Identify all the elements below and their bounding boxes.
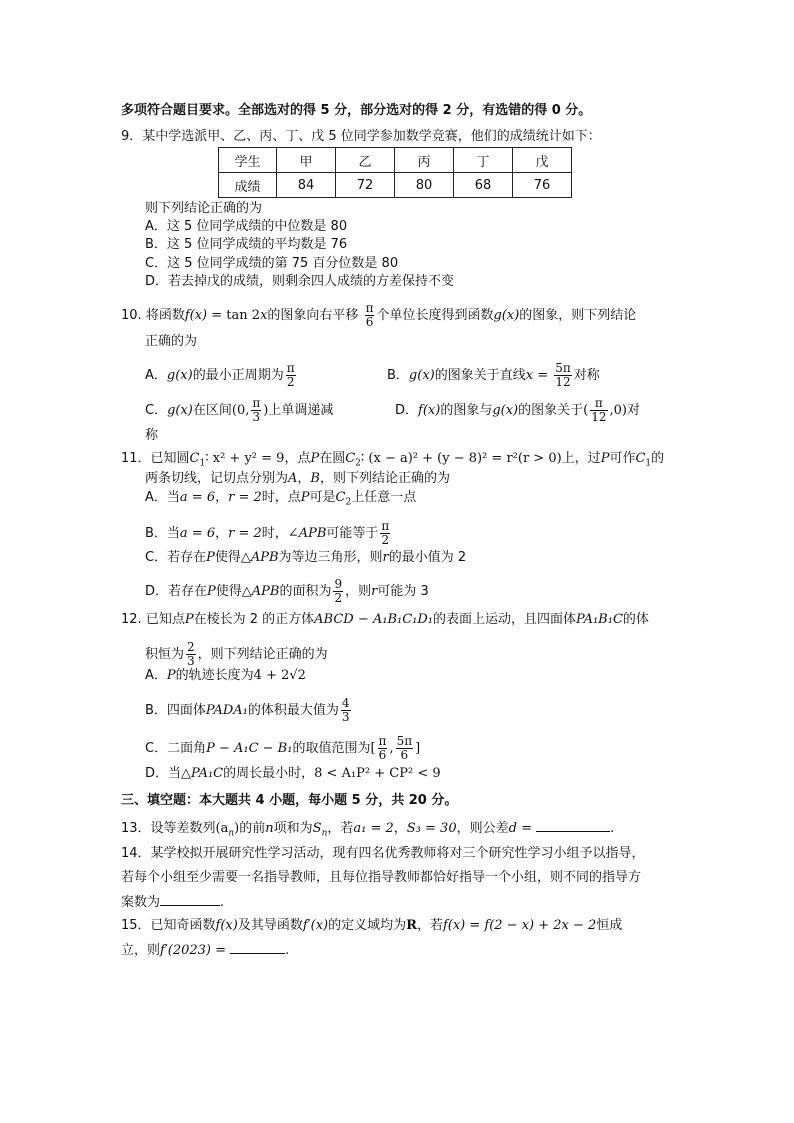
fraction-pi-over-2: $\frac{\pi}{2}$ — [286, 361, 295, 389]
score-table — [218, 147, 572, 198]
table-cell: 80 — [395, 173, 454, 198]
table-header-cell: 丁 — [454, 148, 513, 173]
q10-option-a: A．g(x)的最小正周期为 $\frac{\pi}{2}$ — [145, 361, 295, 389]
fraction-4-over-3: $\frac{4}{3}$ — [341, 696, 350, 724]
q9-stem: 9．某中学选派甲、乙、丙、丁、戊 5 位同学参加数学竞赛，他们的成绩统计如下： — [121, 129, 601, 144]
table-cell: 68 — [454, 173, 513, 198]
q12-option-b: B．四面体PADA₁的体积最大值为 $\frac{4}{3}$ — [145, 696, 350, 724]
q10-option-c: C．g(x)在区间(0, $\frac{\pi}{3}$ )上单调递减 — [145, 396, 334, 424]
q12-option-d: D．当△PA₁C的周长最小时，8 < A₁P² + CP² < 9 — [145, 766, 441, 781]
q11-stem: 11．已知圆$C_1∶$ x² + y² = 9，点P在圆$C_2∶$ (x − a)² + (y − 8)² = r²(r > 0)上，过P可作$C_1$的 — [121, 451, 665, 469]
q11-option-c: C．若存在P使得△APB为等边三角形，则r的最小值为 2 — [145, 550, 467, 565]
fraction-pi-over-2: $\frac{\pi}{2}$ — [381, 519, 390, 547]
q12-stem-cont: 积恒为 $\frac{2}{3}$ ，则下列结论正确的为 — [145, 640, 328, 668]
table-row — [219, 173, 572, 198]
q9-option-a: A．这 5 位同学成绩的中位数是 80 — [145, 219, 348, 234]
q12-stem: 12. 已知点P在棱长为 2 的正方体ABCD − A₁B₁C₁D₁的表面上运动，且四面体PA₁B₁C的体 — [121, 612, 649, 627]
section-intro: 多项符合题目要求。全部选对的得 5 分，部分选对的得 2 分，有选错的得 0 分。 — [121, 103, 592, 118]
q9-option-d: D．若去掉戊的成绩，则剩余四人成绩的方差保持不变 — [145, 274, 455, 289]
answer-blank[interactable] — [230, 941, 285, 954]
math-x: x — [260, 308, 268, 323]
q15-line-2: 立，则f′(2023) = . — [121, 943, 290, 958]
fraction-pi-over-6: $\frac{\pi}{6}$ — [378, 734, 387, 762]
section-3-heading: 三、填空题：本大题共 4 小题，每小题 5 分，共 20 分。 — [121, 793, 458, 808]
q15-line-1: 15．已知奇函数f(x)及其导函数f′(x)的定义域均为R，若f(x) = f(2 − x) + 2x − 2恒成 — [121, 918, 623, 933]
math-eq: = tan 2 — [207, 308, 261, 323]
q9-option-c: C．这 5 位同学成绩的第 75 百分位数是 80 — [145, 256, 399, 271]
answer-blank[interactable] — [536, 819, 610, 832]
q14-line-3: 案数为 . — [121, 895, 225, 910]
stem-text: 将函数 — [145, 308, 185, 323]
q12-option-c: C．二面角P − A₁C − B₁的取值范围为[ $\frac{\pi}{6}$ , $\frac{5\pi}{6}$ ] — [145, 734, 421, 762]
q9-ask: 则下列结论正确的为 — [145, 201, 263, 216]
table-header-cell: 戊 — [513, 148, 572, 173]
q10-stem — [121, 302, 636, 329]
q10-option-d-cont: 称 — [145, 428, 159, 443]
fraction-5pi-over-6: $\frac{5\pi}{6}$ — [396, 734, 413, 762]
table-row-label: 成绩 — [219, 173, 277, 198]
math-gx: g(x) — [493, 308, 520, 323]
stem-text: 的图象，则下列结论 — [519, 308, 637, 323]
fraction-pi-over-12: $\frac{\pi}{12}$ — [591, 396, 607, 424]
q10-stem-cont: 正确的为 — [145, 334, 198, 349]
q11-option-a: A．当a = 6，r = 2时，点P可是$C_2$上任意一点 — [145, 490, 417, 508]
q10-option-d: D．f(x)的图象与g(x)的图象关于( $\frac{\pi}{12}$ ,0)对 — [395, 396, 640, 424]
fraction-9-over-2: $\frac{9}{2}$ — [334, 577, 343, 605]
q9-option-b: B．这 5 位同学成绩的平均数是 76 — [145, 237, 348, 252]
q14-line-1: 14．某学校拟开展研究性学习活动，现有四名优秀教师将对三个研究性学习小组予以指导， — [121, 846, 645, 861]
stem-text: 个单位长度得到函数 — [376, 308, 494, 323]
table-cell: 76 — [513, 173, 572, 198]
answer-blank[interactable] — [160, 893, 220, 906]
table-header-cell: 乙 — [336, 148, 395, 173]
question-number: 10. — [121, 308, 142, 323]
math-fx: f(x) — [184, 308, 208, 323]
q14-line-2: 若每个小组至少需要一名指导教师，且每位指导教师都恰好指导一个小组，则不同的指导方 — [121, 870, 642, 885]
fraction-2-over-3: $\frac{2}{3}$ — [187, 640, 195, 668]
fraction-pi-over-3: $\frac{\pi}{3}$ — [252, 396, 261, 424]
table-header-cell: 甲 — [277, 148, 336, 173]
q11-stem-cont: 两条切线，记切点分别为A，B，则下列结论正确的为 — [145, 471, 450, 486]
table-header-row — [219, 148, 572, 173]
fraction-5pi-over-12: $\frac{5\pi}{12}$ — [555, 361, 571, 389]
q13-stem: 13．设等差数列$(a_n)$的前n项和为$S_n$，若a₁ = 2，S₃ = 30，则公差d = . — [121, 821, 615, 839]
table-cell: 72 — [336, 173, 395, 198]
stem-text: 的图象向右平移 — [267, 308, 359, 323]
q12-option-a: A．P的轨迹长度为4 + 2√2 — [145, 668, 306, 683]
q11-option-d: D．若存在P使得△APB的面积为 $\frac{9}{2}$ ，则r可能为 3 — [145, 577, 429, 605]
fraction-pi-over-6: $\frac{\pi}{6}$ — [365, 301, 374, 329]
table-header-cell: 学生 — [219, 148, 277, 173]
q11-option-b: B．当a = 6，r = 2时，∠APB可能等于 $\frac{\pi}{2}$ — [145, 519, 390, 547]
q10-option-b: B．g(x)的图象关于直线x = $\frac{5\pi}{12}$ 对称 — [387, 361, 600, 389]
table-cell: 84 — [277, 173, 336, 198]
table-header-cell: 丙 — [395, 148, 454, 173]
